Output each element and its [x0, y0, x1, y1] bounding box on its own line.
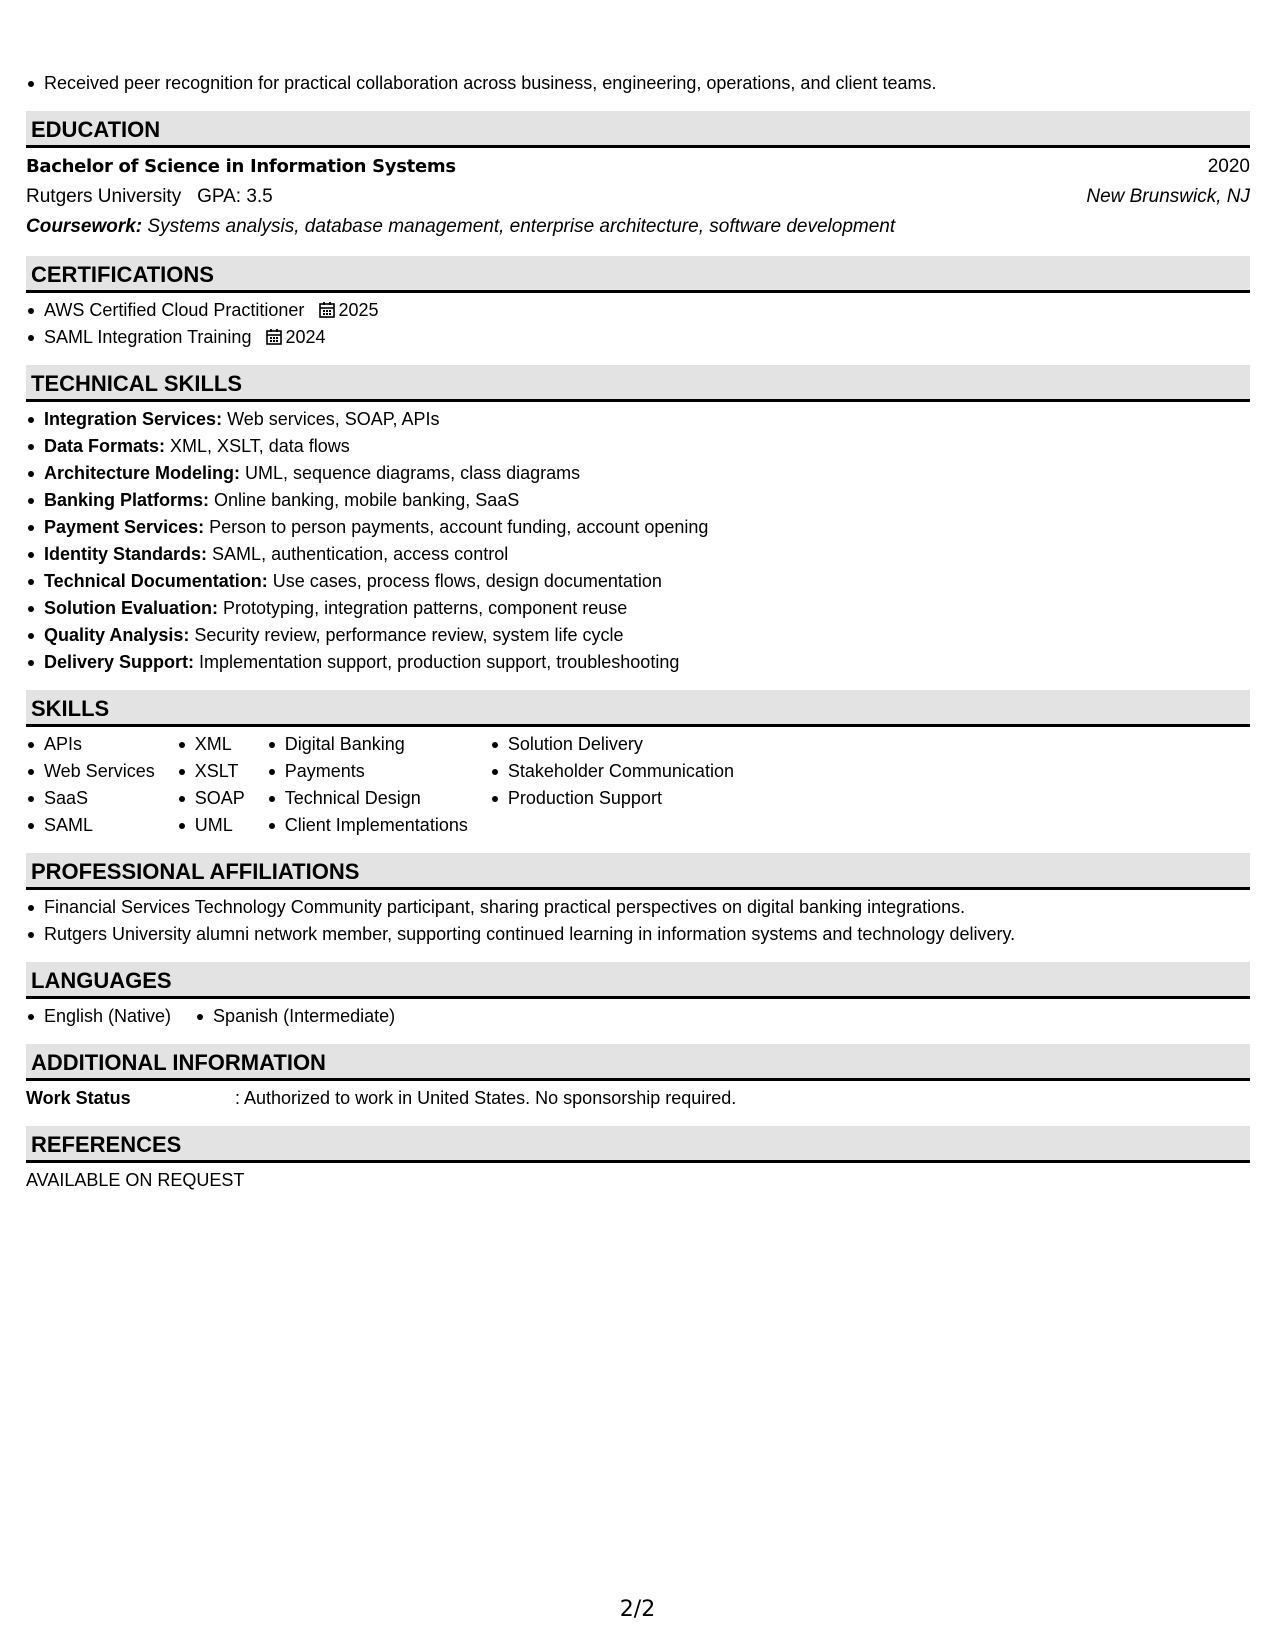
- certifications-section: [26, 256, 1250, 351]
- skill-item: SOAP: [177, 785, 245, 812]
- skill-label: Identity Standards:: [44, 544, 208, 564]
- skill-item: Production Support: [490, 785, 734, 812]
- skills-column: [267, 731, 468, 839]
- affiliations-section: [26, 853, 1250, 948]
- certification-year: 2024: [285, 327, 326, 347]
- school-info: [26, 182, 273, 212]
- affiliations-list: [26, 894, 1250, 948]
- language-item: Spanish (Intermediate): [195, 1003, 395, 1030]
- skill-item: Digital Banking: [267, 731, 468, 758]
- section-heading: ADDITIONAL INFORMATION: [26, 1044, 1250, 1081]
- skill-value: Security review, performance review, system life cycle: [194, 625, 624, 645]
- skill-value: Web services, SOAP, APIs: [227, 409, 440, 429]
- certification-year: 2025: [338, 300, 379, 320]
- languages-section: [26, 962, 1250, 1030]
- skills-section: [26, 690, 1250, 839]
- skill-item: APIs: [26, 731, 155, 758]
- skill-value: Person to person payments, account funding, account opening: [209, 517, 709, 537]
- gpa: GPA: 3.5: [197, 186, 273, 207]
- skill-item: Client Implementations: [267, 812, 468, 839]
- skill-label: Delivery Support:: [44, 652, 195, 672]
- skill-item: SaaS: [26, 785, 155, 812]
- affiliation-item: Rutgers University alumni network member, supporting continued learning in information systems and technology delivery.: [26, 921, 1250, 948]
- references-section: [26, 1126, 1250, 1194]
- skill-value: Use cases, process flows, design documentation: [272, 571, 662, 591]
- skills-column: [490, 731, 734, 839]
- technical-skills-list: [26, 406, 1250, 676]
- skill-label: Banking Platforms:: [44, 490, 210, 510]
- skill-item: Technical Design: [267, 785, 468, 812]
- technical-skill-item: [26, 406, 1250, 433]
- work-status-label: Work Status: [26, 1088, 131, 1108]
- skills-column: [177, 731, 245, 839]
- work-status-row: [26, 1085, 1250, 1112]
- skill-label: Quality Analysis:: [44, 625, 190, 645]
- technical-skill-item: [26, 595, 1250, 622]
- section-heading: TECHNICAL SKILLS: [26, 365, 1250, 402]
- technical-skill-item: [26, 649, 1250, 676]
- language-item: English (Native): [26, 1003, 171, 1030]
- certification-date: [319, 300, 378, 320]
- skill-item: Solution Delivery: [490, 731, 734, 758]
- skill-value: XML, XSLT, data flows: [170, 436, 350, 456]
- school-row: [26, 182, 1250, 212]
- skill-value: UML, sequence diagrams, class diagrams: [245, 463, 581, 483]
- section-heading: SKILLS: [26, 690, 1250, 727]
- skill-value: Prototyping, integration patterns, component reuse: [223, 598, 628, 618]
- skill-item: UML: [177, 812, 245, 839]
- skill-label: Technical Documentation:: [44, 571, 268, 591]
- skill-label: Payment Services:: [44, 517, 205, 537]
- skills-grid: [26, 731, 1250, 839]
- skill-item: XSLT: [177, 758, 245, 785]
- technical-skill-item: [26, 460, 1250, 487]
- page-number: 2/2: [619, 1597, 656, 1622]
- skill-item: XML: [177, 731, 245, 758]
- certification-item: [26, 297, 1250, 324]
- section-heading: CERTIFICATIONS: [26, 256, 1250, 293]
- certifications-list: [26, 297, 1250, 351]
- affiliation-item: Financial Services Technology Community participant, sharing practical perspectives on digital banking integrations.: [26, 894, 1250, 921]
- skill-value: Implementation support, production support, troubleshooting: [199, 652, 680, 672]
- school-name: Rutgers University: [26, 186, 182, 207]
- technical-skill-item: [26, 487, 1250, 514]
- skill-value: Online banking, mobile banking, SaaS: [214, 490, 520, 510]
- list-item: Received peer recognition for practical collaboration across business, engineering, operations, and client teams.: [26, 70, 1250, 97]
- experience-tail-list: [26, 70, 1250, 97]
- calendar-icon: [266, 328, 282, 345]
- degree-row: [26, 152, 1250, 182]
- skill-label: Architecture Modeling:: [44, 463, 241, 483]
- certification-name: SAML Integration Training: [44, 327, 252, 347]
- technical-skill-item: [26, 622, 1250, 649]
- skill-label: Data Formats:: [44, 436, 166, 456]
- technical-skills-section: [26, 365, 1250, 676]
- additional-info-section: [26, 1044, 1250, 1112]
- section-heading: PROFESSIONAL AFFILIATIONS: [26, 853, 1250, 890]
- technical-skill-item: [26, 433, 1250, 460]
- education-section: [26, 111, 1250, 242]
- references-text: AVAILABLE ON REQUEST: [26, 1170, 245, 1190]
- certification-name: AWS Certified Cloud Practitioner: [44, 300, 305, 320]
- certification-item: [26, 324, 1250, 351]
- coursework-text: Systems analysis, database management, enterprise architecture, software development: [147, 216, 896, 237]
- section-heading: REFERENCES: [26, 1126, 1250, 1163]
- coursework-line: [26, 212, 1250, 242]
- certification-date: [266, 327, 325, 347]
- technical-skill-item: [26, 568, 1250, 595]
- resume-page: [26, 70, 1250, 1194]
- skill-value: SAML, authentication, access control: [212, 544, 509, 564]
- technical-skill-item: [26, 514, 1250, 541]
- languages-list: [26, 1003, 1250, 1030]
- section-heading: LANGUAGES: [26, 962, 1250, 999]
- skill-item: Stakeholder Communication: [490, 758, 734, 785]
- skill-label: Solution Evaluation:: [44, 598, 218, 618]
- skill-label: Integration Services:: [44, 409, 223, 429]
- skill-item: Payments: [267, 758, 468, 785]
- work-status-value: : Authorized to work in United States. No sponsorship required.: [235, 1088, 737, 1108]
- skill-item: Web Services: [26, 758, 155, 785]
- section-heading: EDUCATION: [26, 111, 1250, 148]
- technical-skill-item: [26, 541, 1250, 568]
- coursework-label: Coursework:: [26, 216, 143, 237]
- degree-title: Bachelor of Science in Information Systems: [26, 156, 456, 177]
- skill-item: SAML: [26, 812, 155, 839]
- calendar-icon: [319, 301, 335, 318]
- skills-column: [26, 731, 155, 839]
- school-location: New Brunswick, NJ: [1086, 186, 1250, 207]
- graduation-year: 2020: [1207, 156, 1250, 177]
